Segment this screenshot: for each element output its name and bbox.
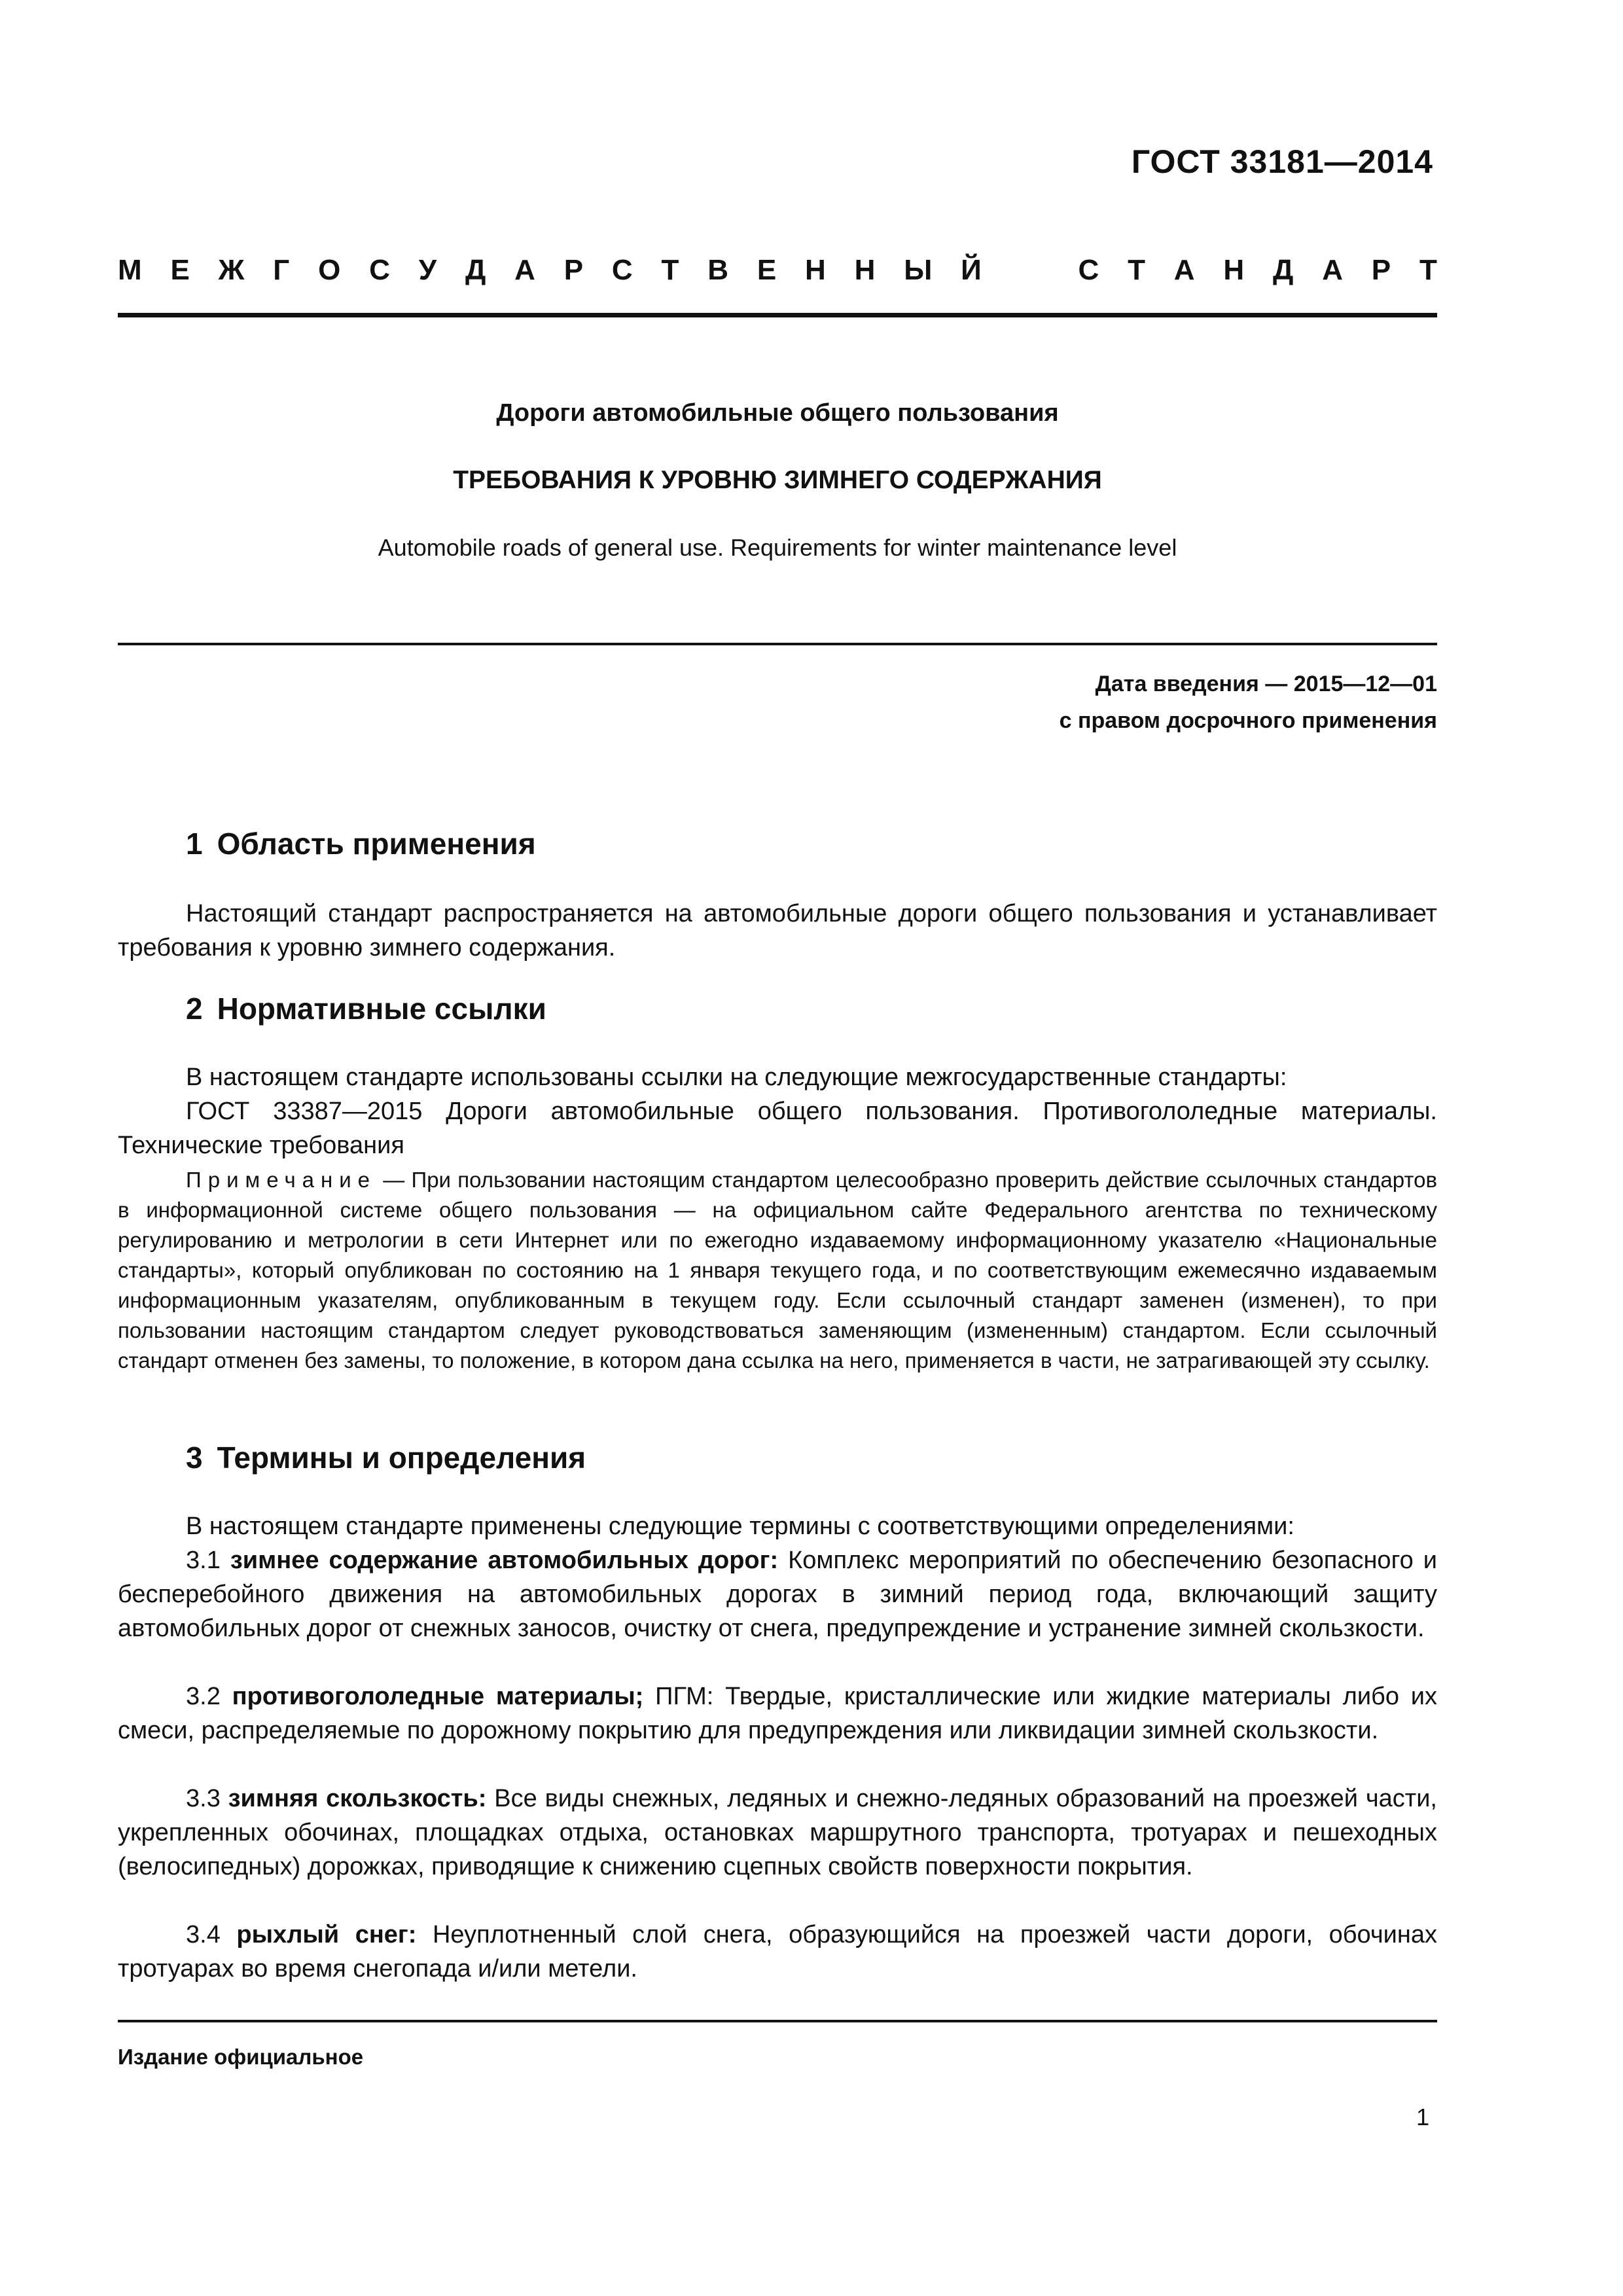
term-text: Все виды снежных, ледяных и снежно-ледяных образований на проезжей части, укрепленных обочинах, площадках отдыха, остановках маршрутного транспорта, тротуарах и пешеходных (велосипедных) дорожках, приводящие к снижению сцепных свойств поверхности покрытия. — [118, 1785, 1437, 1880]
standard-type-letter: Р — [563, 254, 584, 286]
references-intro: В настоящем стандарте использованы ссылки на следующие межгосударственные стандарты: — [186, 1064, 1287, 1091]
standard-type-letter: В — [707, 254, 729, 286]
header-divider — [118, 313, 1437, 317]
standard-type-letter: А — [514, 254, 535, 286]
scope-paragraph — [118, 897, 1437, 965]
section-heading-normative-references — [186, 991, 546, 1026]
standard-type-letter: Ж — [218, 254, 245, 286]
section-number: 2 — [186, 992, 203, 1026]
note-label: Примечание — [186, 1168, 377, 1192]
term-text: ПГМ: Твердые, кристаллические или жидкие материалы либо их смеси, распределяемые по дорожному покрытию для предупреждения или ликвидации зимней скользкости. — [118, 1683, 1437, 1744]
standard-type-letter: Т — [661, 254, 679, 286]
section-number: 3 — [186, 1441, 203, 1475]
note-text: — При пользовании настоящим стандартом целесообразно проверить действие ссылочных стандартов в информационной системе общего пользования — на официальном сайте Федерального агентства по техническому регулированию и метрологии в сети Интернет или по ежегодно издаваемому информационному указателю «Национальные стандарты», который опубликован по состоянию на 1 января текущего года, и по соответствующим ежемесячно издаваемым информационным указателям, опубликованным в текущем году. Если ссылочный стандарт заменен (изменен), то при пользовании настоящим стандартом следует руководствоваться заменяющим (измененным) стандартом. Если ссылочный стандарт отменен без замены, то положение, в котором дана ссылка на него, применяется в части, не затрагивающей эту ссылку. — [118, 1168, 1437, 1372]
references-note — [118, 1165, 1437, 1376]
standard-type-letter: Н — [1223, 254, 1245, 286]
standard-type-letter: О — [318, 254, 341, 286]
terms-intro-paragraph — [118, 1509, 1437, 1543]
term-definition — [118, 1679, 1437, 1748]
term-number: 3.3 — [186, 1785, 221, 1812]
standard-type-letter: Н — [854, 254, 876, 286]
standard-type-letter: Е — [757, 254, 777, 286]
standard-type-letter: М — [118, 254, 142, 286]
section-heading-terms — [186, 1440, 586, 1475]
section-number: 1 — [186, 827, 203, 861]
document-title-english: Automobile roads of general use. Requirements for winter maintenance level — [378, 534, 1177, 561]
standard-type-letter: Й — [961, 254, 982, 286]
footer-divider — [118, 2020, 1437, 2022]
standard-type-letter: С — [369, 254, 390, 286]
section-title: Нормативные ссылки — [217, 992, 546, 1026]
term-name: рыхлый снег: — [236, 1921, 417, 1948]
references-paragraph — [118, 1060, 1437, 1094]
term-number: 3.1 — [186, 1547, 221, 1574]
standard-type-letter: А — [1173, 254, 1195, 286]
term-text: Неуплотненный слой снега, образующийся на проезжей части дороги, обочинах тротуарах во время снегопада и/или метели. — [118, 1921, 1437, 1982]
scope-text: Настоящий стандарт распространяется на автомобильные дороги общего пользования и устанавливает требования к уровню зимнего содержания. — [118, 900, 1437, 961]
word-gap — [1010, 254, 1050, 287]
standard-type-heading — [118, 254, 1437, 287]
standard-type-letter: Т — [1128, 254, 1145, 286]
title-divider — [118, 643, 1437, 645]
standard-type-letter: С — [1078, 254, 1099, 286]
referenced-standard: ГОСТ 33387—2015 Дороги автомобильные общего пользования. Противогололедные материалы. Технические требования — [118, 1098, 1437, 1159]
term-text: Комплекс мероприятий по обеспечению безопасного и бесперебойного движения на автомобильных дорогах в зимний период года, включающий защиту автомобильных дорог от снежных заносов, очистку от снега, предупреждение и устранение зимней скользкости. — [118, 1547, 1437, 1642]
standard-type-letter: Т — [1419, 254, 1437, 286]
term-name: противогололедные материалы; — [232, 1683, 644, 1710]
standard-type-letter: А — [1322, 254, 1343, 286]
page-number: 1 — [1416, 2104, 1429, 2130]
references-paragraph — [118, 1094, 1437, 1162]
standard-type-letter: Д — [1273, 254, 1294, 286]
document-subtitle: Дороги автомобильные общего пользования — [496, 399, 1059, 427]
standard-type-letter: Д — [465, 254, 486, 286]
standard-type-letter: Г — [273, 254, 290, 286]
early-application-note: с правом досрочного применения — [1059, 708, 1437, 733]
standard-type-letter: Ы — [904, 254, 933, 286]
term-definition — [118, 1543, 1437, 1645]
section-heading-scope — [186, 826, 536, 861]
term-number: 3.4 — [186, 1921, 221, 1948]
standard-type-letter: Н — [805, 254, 826, 286]
standard-type-letter: С — [611, 254, 633, 286]
standard-type-letter: У — [418, 254, 437, 286]
term-name: зимняя скользкость: — [228, 1785, 487, 1812]
term-number: 3.2 — [186, 1683, 221, 1710]
introduction-date: Дата введения — 2015—12—01 — [1095, 672, 1437, 696]
terms-intro: В настоящем стандарте применены следующие термины с соответствующими определениями: — [186, 1513, 1294, 1540]
standard-type-letter: Р — [1371, 254, 1391, 286]
section-title: Термины и определения — [217, 1441, 586, 1475]
document-title: ТРЕБОВАНИЯ К УРОВНЮ ЗИМНЕГО СОДЕРЖАНИЯ — [453, 466, 1102, 494]
section-title: Область применения — [217, 827, 536, 861]
term-name: зимнее содержание автомобильных дорог: — [230, 1547, 779, 1574]
edition-label: Издание официальное — [118, 2045, 364, 2069]
standard-type-letter: Е — [170, 254, 190, 286]
term-definition — [118, 1918, 1437, 1986]
term-definition — [118, 1782, 1437, 1884]
document-code: ГОСТ 33181—2014 — [1131, 143, 1433, 180]
